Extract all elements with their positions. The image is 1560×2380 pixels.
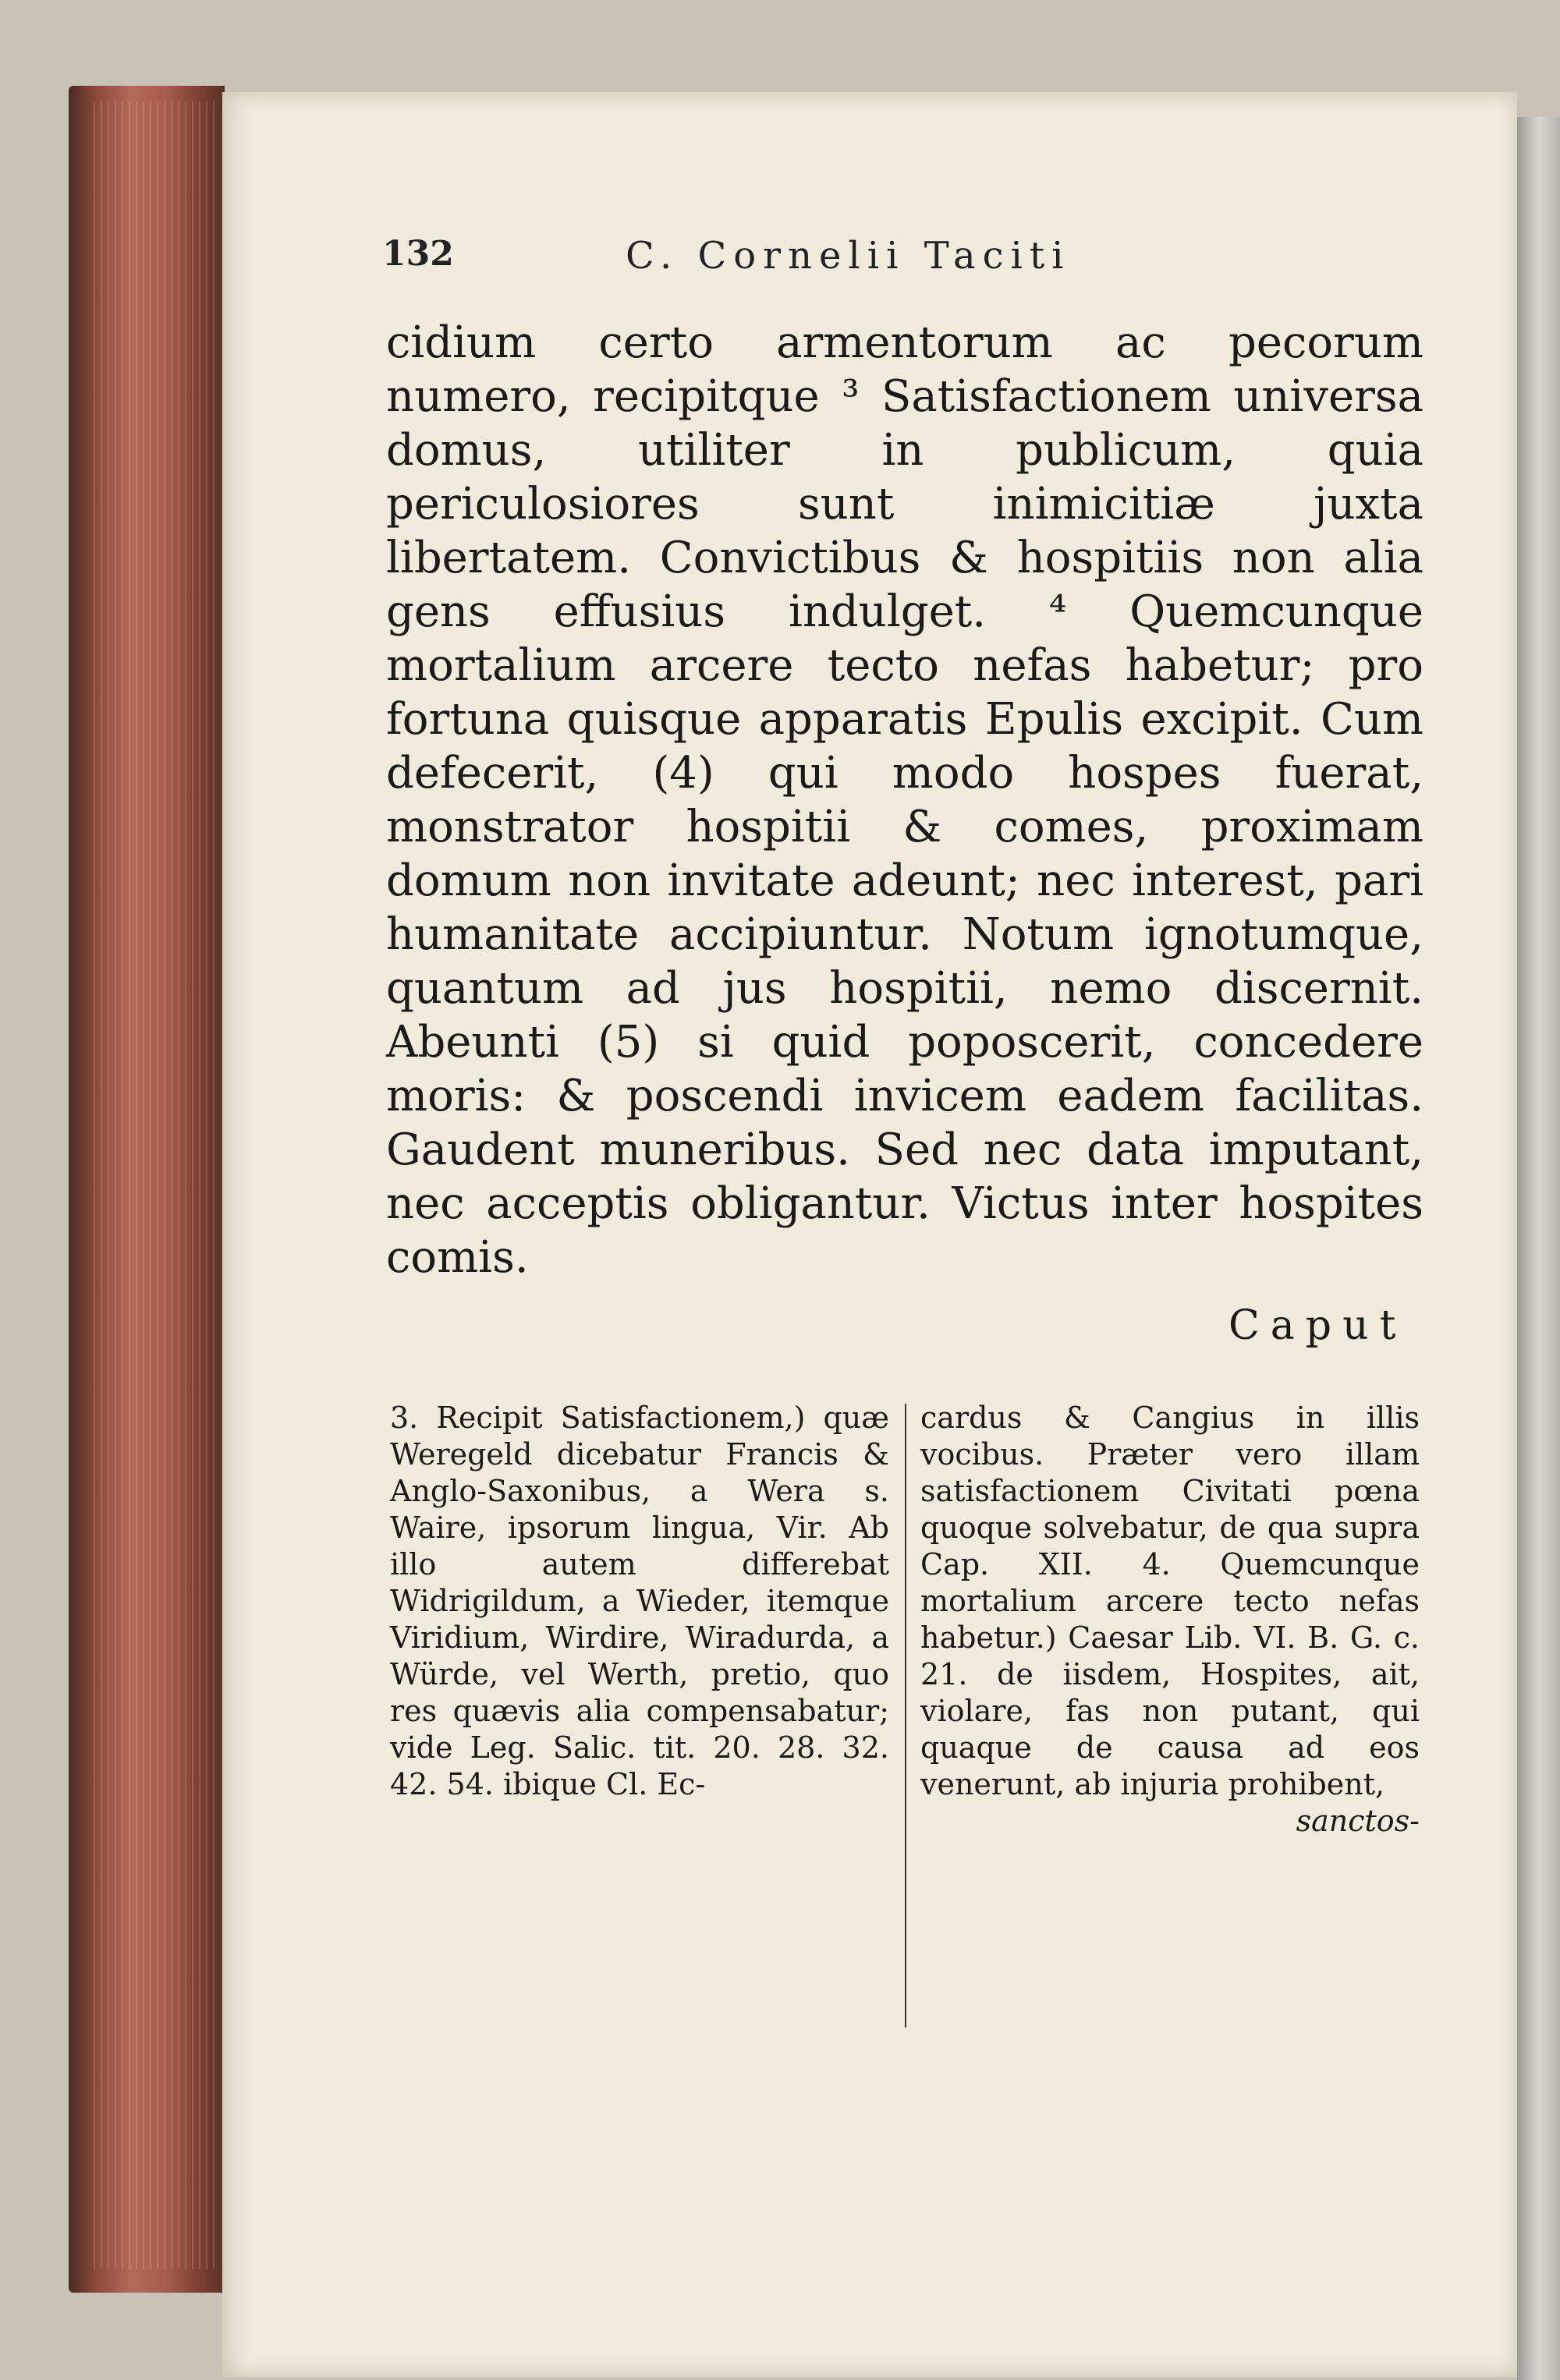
footnote-catchword: sanctos-	[1296, 1804, 1420, 1838]
footnote-left: 3. Recipit Satisfactionem,) quæ Weregeld dicebatur Francis & Anglo-Saxonibus, a Wera s. Waire, ipsorum lingua, Vir. Ab illo autem differebat Widrigildum, a Wieder, itemque Viridium, Wirdire, Wiradurda, a Würde, vel Werth, pretio, quo res quævis alia compensabatur; vide Leg. Salic. tit. 20. 28. 32. 42. 54. ibique Cl. Ec-	[390, 1401, 889, 1801]
footnote-right: cardus & Cangius in illis vocibus. Præter vero illam satisfactionem Civitati pœna quoque solvebatur, de qua supra Cap. XII. 4. Quemcunque mortalium arcere tecto nefas habetur.) Caesar Lib. VI. B. G. c. 21. de iisdem, Hospites, ait, violare, fas non putant, qui quaque de causa ad eos venerunt, ab injuria prohibent,	[920, 1401, 1420, 1801]
running-title: C. Cornelii Taciti	[626, 234, 1071, 278]
main-paragraph: cidium certo armentorum ac pecorum numero, recipitque ³ Satisfactionem universa domus, utiliter in publicum, quia periculosiores sunt inimicitiæ juxta libertatem. Convictibus & hospitiis non alia gens effusius indulget. ⁴ Quemcunque mortalium arcere tecto nefas habetur; pro fortuna quisque apparatis Epulis excipit. Cum defecerit, (4) qui modo hospes fuerat, monstrator hospitii & comes, proximam domum non invitate adeunt; nec interest, pari humanitate accipiuntur. Notum ignotumque, quantum ad jus hospitii, nemo discernit. Abeunti (5) si quid poposcerit, concedere moris: & poscendi invicem eadem facilitas. Gaudent muneribus. Sed nec data imputant, nec acceptis obligantur. Victus inter hospites comis.	[386, 317, 1424, 1283]
main-text	[386, 316, 1424, 1284]
page-number: 132	[382, 234, 454, 274]
page-edges	[94, 101, 218, 2269]
column-divider	[905, 1404, 906, 2028]
running-header	[382, 234, 1443, 296]
footnote-column-left	[390, 1400, 889, 1803]
catchword: Caput	[1228, 1302, 1407, 1349]
footnote-column-right	[920, 1400, 1420, 1840]
facing-page-edge	[1517, 117, 1560, 2380]
